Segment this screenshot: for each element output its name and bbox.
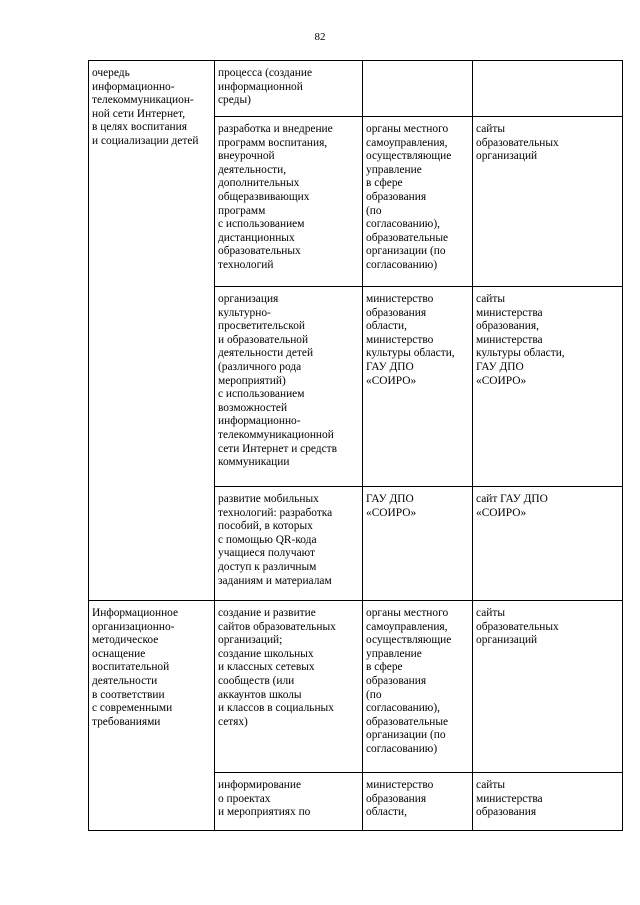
responsible-cell: органы местного самоуправления, осуществляющие управление в сфере образования (по согласованию), образовательные организации (по согласованию)	[363, 601, 473, 773]
measures-table	[88, 60, 623, 831]
activity-cell: информирование о проектах и мероприятиях по	[215, 773, 363, 831]
activity-cell: разработка и внедрение программ воспитания, внеурочной деятельности, дополнительных общеразвивающих программ с использованием дистанционных образовательных технологий	[215, 117, 363, 287]
activity-cell: организация культурно- просветительской и образовательной деятельности детей (различного рода мероприятий) с использованием возможностей информационно- телекоммуникационной сети Интернет и средств коммуникации	[215, 287, 363, 487]
table-row	[89, 61, 623, 117]
activity-cell: развитие мобильных технологий: разработка пособий, в которых с помощью QR-кода учащиеся получают доступ к различным заданиям и материалам	[215, 487, 363, 601]
responsible-cell: ГАУ ДПО «СОИРО»	[363, 487, 473, 601]
resource-cell: сайты образовательных организаций	[473, 601, 623, 773]
responsible-cell: органы местного самоуправления, осуществляющие управление в сфере образования (по согласованию), образовательные организации (по согласованию)	[363, 117, 473, 287]
resource-cell: сайты министерства образования	[473, 773, 623, 831]
direction-cell: очередь информационно- телекоммуникацион- ной сети Интернет, в целях воспитания и социализации детей	[89, 61, 215, 601]
page-number: 82	[314, 31, 326, 43]
direction-cell: Информационное организационно- методическое оснащение воспитательной деятельности в соответствии с современными требованиями	[89, 601, 215, 831]
resource-cell: сайт ГАУ ДПО «СОИРО»	[473, 487, 623, 601]
resource-cell: сайты образовательных организаций	[473, 117, 623, 287]
responsible-cell	[363, 61, 473, 117]
resource-cell: сайты министерства образования, министерства культуры области, ГАУ ДПО «СОИРО»	[473, 287, 623, 487]
resource-cell	[473, 61, 623, 117]
activity-cell: создание и развитие сайтов образовательных организаций; создание школьных и классных сетевых сообществ (или аккаунтов школы и классов в социальных сетях)	[215, 601, 363, 773]
responsible-cell: министерство образования области,	[363, 773, 473, 831]
responsible-cell: министерство образования области, министерство культуры области, ГАУ ДПО «СОИРО»	[363, 287, 473, 487]
activity-cell: процесса (создание информационной среды)	[215, 61, 363, 117]
table-row	[89, 601, 623, 773]
